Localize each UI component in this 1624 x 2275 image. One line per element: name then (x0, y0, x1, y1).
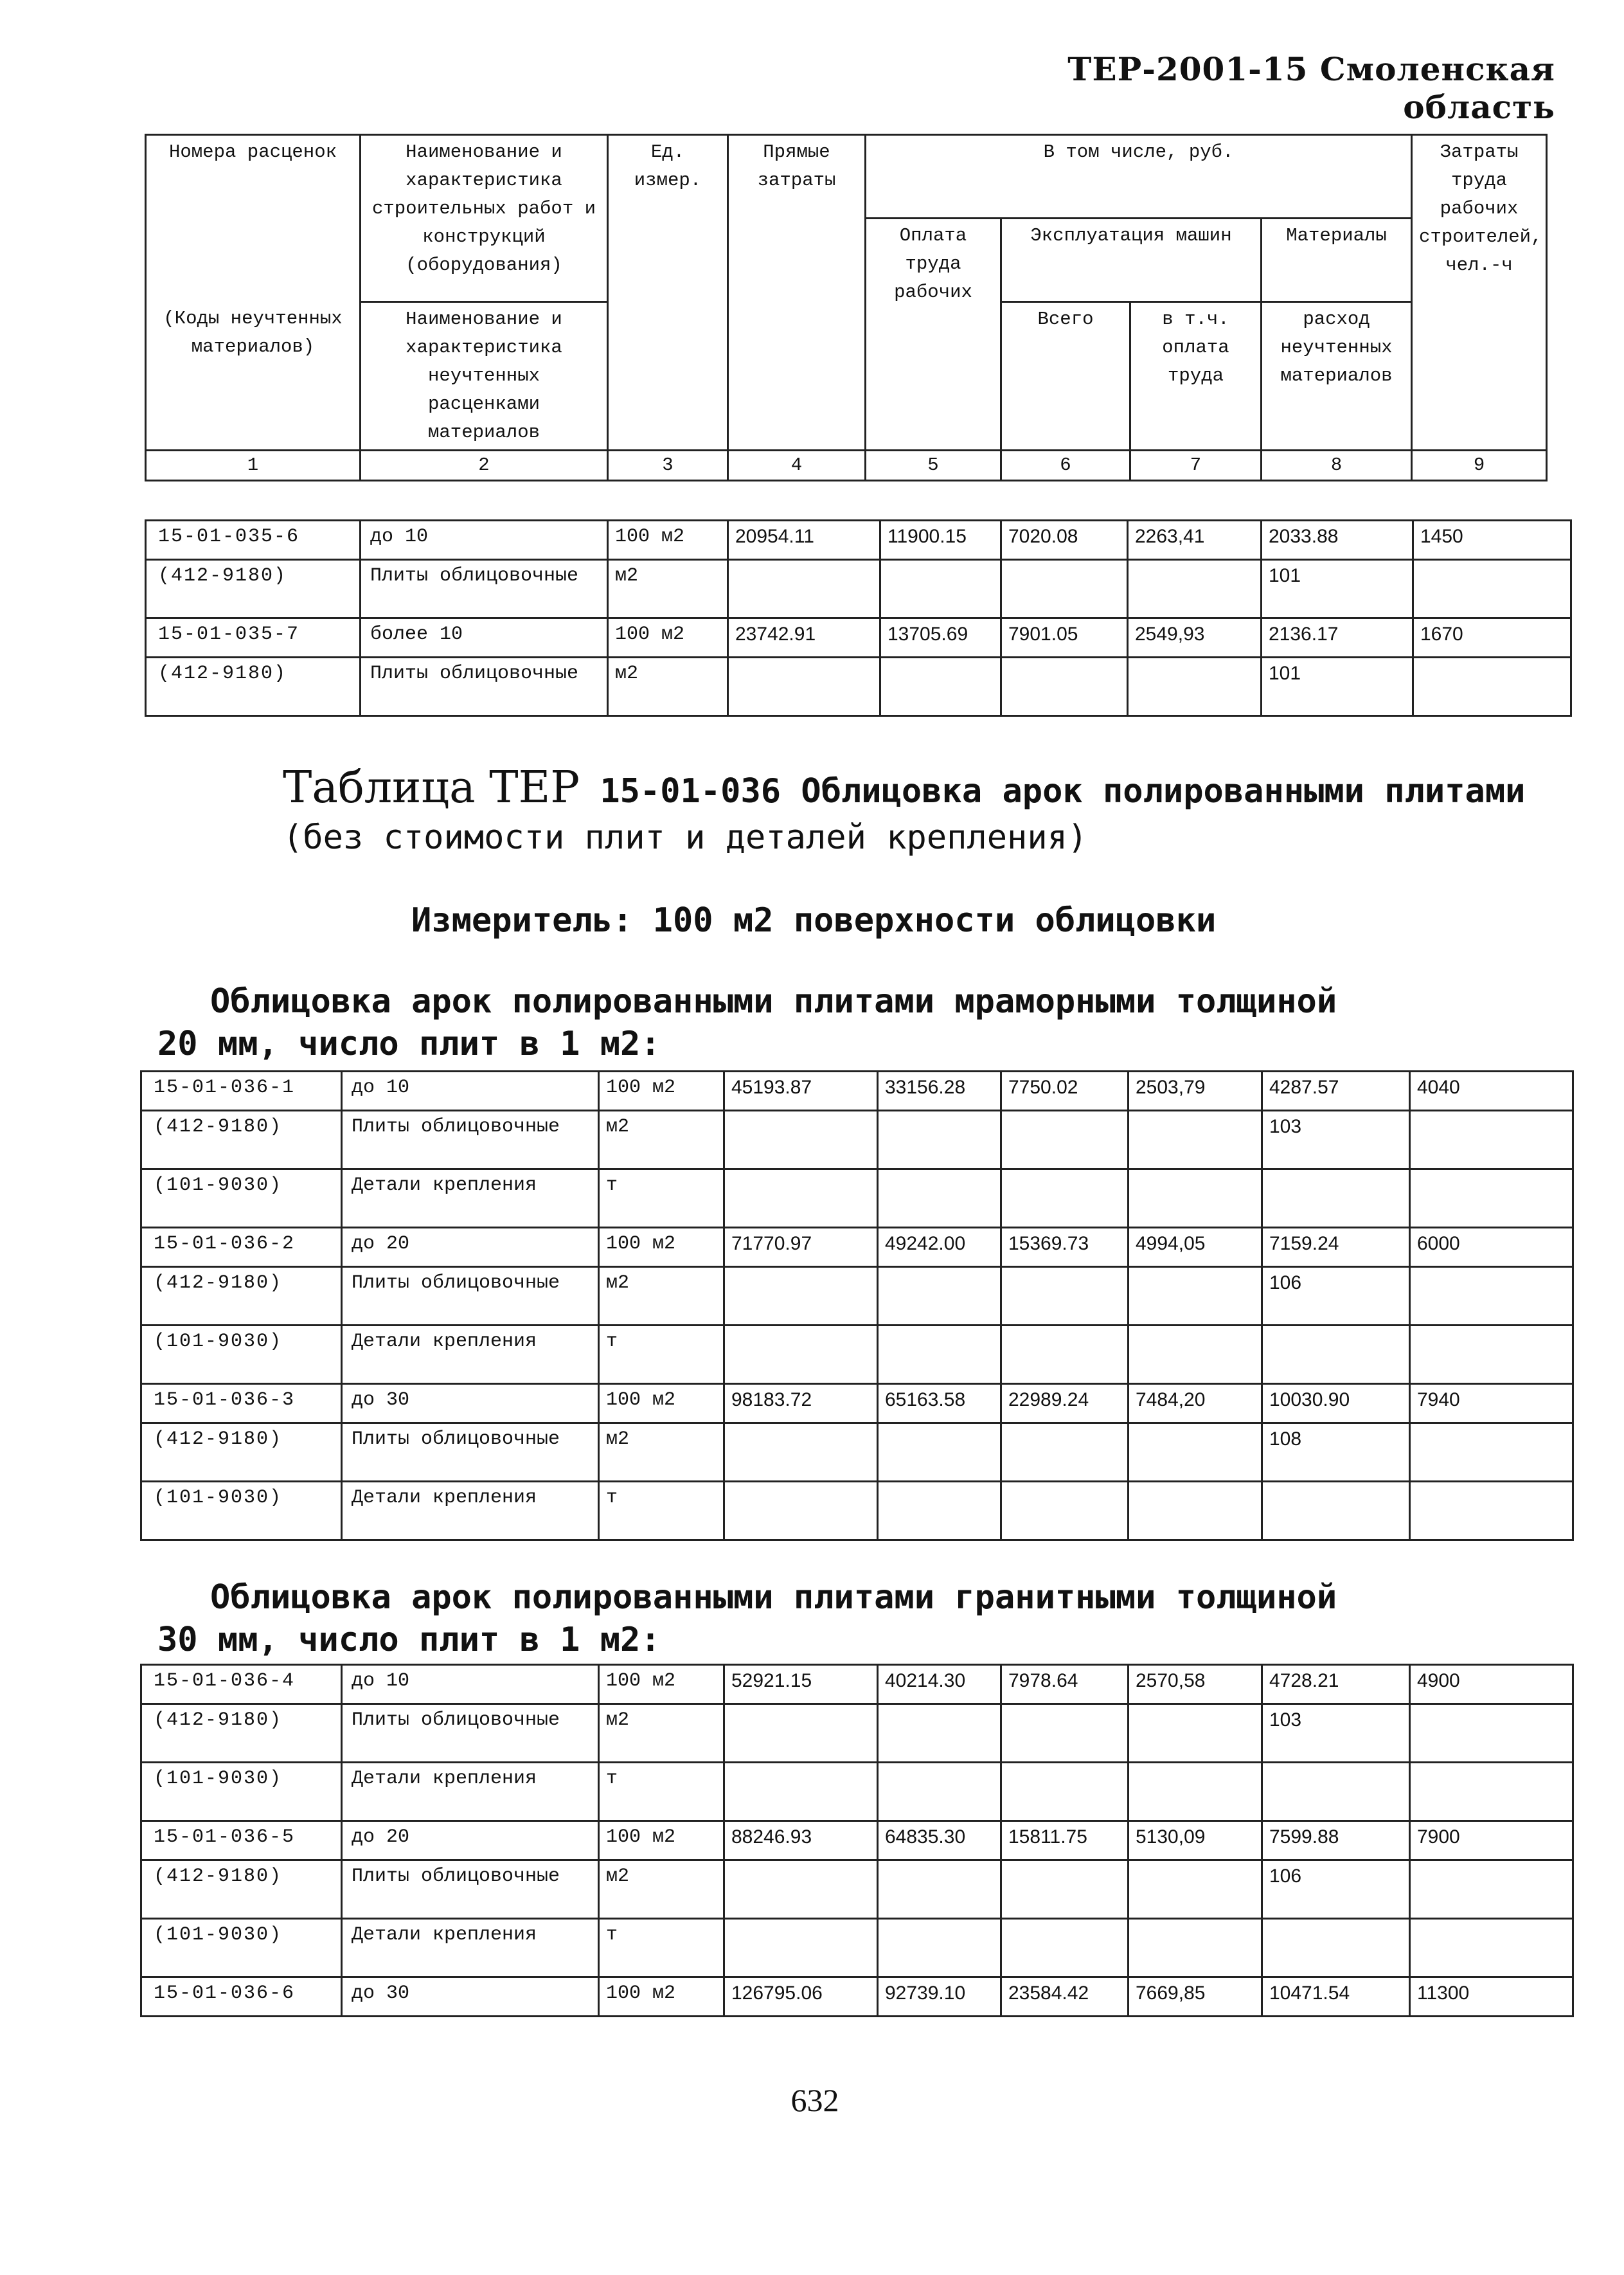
cell-labor: 4040 (1410, 1072, 1573, 1111)
cell-unit: м2 (599, 1704, 724, 1763)
cell-mach-wages (1129, 1704, 1262, 1763)
material-row (141, 1919, 1573, 1977)
cell-code: 15-01-036-4 (141, 1665, 342, 1704)
cell-code: (101-9030) (141, 1763, 342, 1821)
cell-name: Плиты облицовочные (342, 1423, 599, 1482)
cell-machines (1001, 1860, 1129, 1919)
cell-machines (1001, 658, 1128, 716)
cell-labor (1410, 1423, 1573, 1482)
cell-name: Плиты облицовочные (342, 1267, 599, 1326)
table-title-lead: Таблица ТЕР (283, 762, 580, 813)
cell-direct (724, 1267, 878, 1326)
cell-labor (1410, 1482, 1573, 1540)
cell-mach-wages (1129, 1111, 1262, 1169)
cell-unit: т (599, 1919, 724, 1977)
column-number: 8 (1262, 451, 1412, 481)
cell-unit: т (599, 1326, 724, 1384)
cell-direct (724, 1169, 878, 1228)
cell-name: до 20 (342, 1821, 599, 1860)
cell-materials: 106 (1262, 1267, 1410, 1326)
section-1-title-line-1: Облицовка арок полированными плитами мраморными толщиной (210, 982, 1337, 1021)
cell-unit: м2 (599, 1860, 724, 1919)
cell-direct (724, 1860, 878, 1919)
cell-wages: 11900.15 (880, 521, 1001, 560)
cell-labor (1410, 1763, 1573, 1821)
cell-direct (724, 1704, 878, 1763)
cell-machines: 15811.75 (1001, 1821, 1129, 1860)
cell-mach-wages (1128, 560, 1262, 618)
cell-wages (880, 658, 1001, 716)
cell-direct: 20954.11 (728, 521, 880, 560)
rate-row (141, 1821, 1573, 1860)
cell-wages (878, 1763, 1001, 1821)
cell-wages (878, 1860, 1001, 1919)
cell-mach-wages: 2263,41 (1128, 521, 1262, 560)
cell-unit: 100 м2 (599, 1665, 724, 1704)
cell-code: (412-9180) (146, 560, 361, 618)
cell-labor (1410, 1326, 1573, 1384)
cell-labor (1410, 1169, 1573, 1228)
rate-row (146, 521, 1571, 560)
cell-mach-wages (1129, 1326, 1262, 1384)
cell-name: Плиты облицовочные (342, 1704, 599, 1763)
cell-machines: 22989.24 (1001, 1384, 1129, 1423)
cell-machines (1001, 1326, 1129, 1384)
cell-wages (878, 1482, 1001, 1540)
measure-unit: Измеритель: 100 м2 поверхности облицовки (411, 901, 1217, 940)
cell-code: 15-01-036-1 (141, 1072, 342, 1111)
cell-direct (724, 1482, 878, 1540)
cell-labor: 7900 (1410, 1821, 1573, 1860)
cell-materials: 4728.21 (1262, 1665, 1410, 1704)
cell-materials: 4287.57 (1262, 1072, 1410, 1111)
cell-labor (1410, 1860, 1573, 1919)
cell-code: (101-9030) (141, 1482, 342, 1540)
cell-direct: 98183.72 (724, 1384, 878, 1423)
table-title-note: (без стоимости плит и деталей крепления) (283, 818, 1088, 857)
cell-materials (1262, 1763, 1410, 1821)
cell-mach-wages: 2549,93 (1128, 618, 1262, 658)
cell-unit: 100 м2 (608, 618, 728, 658)
column-number: 2 (361, 451, 608, 481)
cell-machines: 7901.05 (1001, 618, 1128, 658)
header-including: В том числе, руб. (866, 135, 1412, 219)
column-number: 6 (1001, 451, 1130, 481)
cell-machines (1001, 1267, 1129, 1326)
header-spacer (146, 219, 361, 302)
cell-wages (878, 1111, 1001, 1169)
cell-code: (101-9030) (141, 1326, 342, 1384)
cell-name: до 10 (342, 1665, 599, 1704)
cell-labor: 11300 (1410, 1977, 1573, 2017)
cell-labor (1410, 1919, 1573, 1977)
cell-labor: 4900 (1410, 1665, 1573, 1704)
cell-unit: 100 м2 (599, 1228, 724, 1267)
cell-mach-wages: 7669,85 (1129, 1977, 1262, 2017)
section-1-title-line-2: 20 мм, число плит в 1 м2: (157, 1025, 661, 1063)
cell-direct: 23742.91 (728, 618, 880, 658)
cell-mach-wages: 2570,58 (1129, 1665, 1262, 1704)
header-machines: Эксплуатация машин (1001, 219, 1262, 302)
header-labor-costs: Затраты труда рабочих строителей, чел.-ч (1412, 135, 1547, 451)
cell-materials: 106 (1262, 1860, 1410, 1919)
cell-direct: 71770.97 (724, 1228, 878, 1267)
cell-machines: 15369.73 (1001, 1228, 1129, 1267)
cell-code: (412-9180) (146, 658, 361, 716)
cell-machines (1001, 1111, 1129, 1169)
header-name: Наименование и характеристика строительных работ и конструкций (оборудования) (361, 135, 608, 302)
cell-name: Детали крепления (342, 1919, 599, 1977)
cell-direct (724, 1111, 878, 1169)
cell-name: до 30 (342, 1977, 599, 2017)
cell-code: (412-9180) (141, 1860, 342, 1919)
cell-name: Детали крепления (342, 1763, 599, 1821)
cell-code: (412-9180) (141, 1111, 342, 1169)
cell-direct: 126795.06 (724, 1977, 878, 2017)
cell-materials: 2033.88 (1262, 521, 1413, 560)
cell-name: до 10 (342, 1072, 599, 1111)
cell-materials: 7599.88 (1262, 1821, 1410, 1860)
material-row (141, 1763, 1573, 1821)
section-2-table (140, 1664, 1574, 2017)
cell-name: Плиты облицовочные (342, 1111, 599, 1169)
material-row (141, 1326, 1573, 1384)
cell-code: 15-01-036-2 (141, 1228, 342, 1267)
cell-labor (1410, 1267, 1573, 1326)
cell-materials: 10471.54 (1262, 1977, 1410, 2017)
cell-wages: 33156.28 (878, 1072, 1001, 1111)
section-2-title (157, 1576, 1571, 1661)
cell-name: Плиты облицовочные (361, 560, 608, 618)
column-number: 1 (146, 451, 361, 481)
cell-name: Детали крепления (342, 1326, 599, 1384)
cell-code: 15-01-036-6 (141, 1977, 342, 2017)
cell-wages: 64835.30 (878, 1821, 1001, 1860)
material-row (141, 1482, 1573, 1540)
cell-wages (878, 1267, 1001, 1326)
cell-code: 15-01-035-6 (146, 521, 361, 560)
cell-code: (101-9030) (141, 1919, 342, 1977)
section-1-title (157, 980, 1571, 1065)
section-2-title-line-1: Облицовка арок полированными плитами гранитными толщиной (210, 1578, 1337, 1617)
material-row (141, 1267, 1573, 1326)
material-row (141, 1704, 1573, 1763)
rate-row (146, 618, 1571, 658)
cell-wages (880, 560, 1001, 618)
cell-wages: 40214.30 (878, 1665, 1001, 1704)
cell-wages (878, 1704, 1001, 1763)
cell-unit: 100 м2 (599, 1072, 724, 1111)
header-wages: Оплата труда рабочих (866, 219, 1001, 451)
cell-unit: м2 (599, 1267, 724, 1326)
cell-unit: т (599, 1482, 724, 1540)
cell-machines: 23584.42 (1001, 1977, 1129, 2017)
cell-unit: м2 (599, 1423, 724, 1482)
cell-name: Детали крепления (342, 1169, 599, 1228)
cell-name: Детали крепления (342, 1482, 599, 1540)
column-number: 7 (1130, 451, 1262, 481)
cell-mach-wages (1129, 1169, 1262, 1228)
cell-wages (878, 1919, 1001, 1977)
cell-mach-wages (1129, 1482, 1262, 1540)
cell-unit: 100 м2 (599, 1384, 724, 1423)
rate-row (141, 1228, 1573, 1267)
page-number: 632 (790, 2082, 839, 2118)
cell-wages (878, 1326, 1001, 1384)
cell-direct (728, 658, 880, 716)
cell-name: до 30 (342, 1384, 599, 1423)
column-header-table (145, 134, 1548, 481)
cell-machines (1001, 1482, 1129, 1540)
rate-row (141, 1977, 1573, 2017)
cell-name: Плиты облицовочные (342, 1860, 599, 1919)
cell-materials: 101 (1262, 560, 1413, 618)
rate-row (141, 1384, 1573, 1423)
column-number: 5 (866, 451, 1001, 481)
cell-unit: 100 м2 (608, 521, 728, 560)
cell-labor: 7940 (1410, 1384, 1573, 1423)
cell-wages (878, 1423, 1001, 1482)
cell-mach-wages (1129, 1267, 1262, 1326)
column-number: 4 (728, 451, 866, 481)
header-codes: (Коды неучтенных материалов) (146, 302, 361, 451)
section-1-table (140, 1070, 1574, 1541)
header-material-name: Наименование и характеристика неучтенных расценками материалов (361, 302, 608, 451)
cell-materials: 10030.90 (1262, 1384, 1410, 1423)
cell-labor (1413, 560, 1571, 618)
column-number: 9 (1412, 451, 1547, 481)
cell-direct (724, 1423, 878, 1482)
cell-machines (1001, 1763, 1129, 1821)
cell-direct (724, 1763, 878, 1821)
cell-direct (724, 1919, 878, 1977)
cell-wages: 13705.69 (880, 618, 1001, 658)
cell-mach-wages: 4994,05 (1129, 1228, 1262, 1267)
cell-labor: 1670 (1413, 618, 1571, 658)
cell-labor (1413, 658, 1571, 716)
table-title-code: 15-01-036 (600, 772, 781, 811)
page-header-title: ТЕР-2001-15 Смоленская область (1067, 50, 1555, 126)
material-row (146, 560, 1571, 618)
cell-direct: 45193.87 (724, 1072, 878, 1111)
cell-direct: 52921.15 (724, 1665, 878, 1704)
cell-labor: 1450 (1413, 521, 1571, 560)
cell-mach-wages (1129, 1919, 1262, 1977)
header-rate-no: Номера расценок (146, 135, 361, 219)
material-row (141, 1423, 1573, 1482)
cell-unit: м2 (599, 1111, 724, 1169)
cell-wages (878, 1169, 1001, 1228)
rate-row (141, 1665, 1573, 1704)
cell-name: более 10 (361, 618, 608, 658)
cell-materials (1262, 1482, 1410, 1540)
cell-code: 15-01-036-5 (141, 1821, 342, 1860)
cell-machines (1001, 1704, 1129, 1763)
cell-code: 15-01-036-3 (141, 1384, 342, 1423)
cell-direct (728, 560, 880, 618)
cell-wages: 65163.58 (878, 1384, 1001, 1423)
cell-machines (1001, 1169, 1129, 1228)
cell-direct: 88246.93 (724, 1821, 878, 1860)
cell-machines (1001, 1919, 1129, 1977)
cell-mach-wages: 7484,20 (1129, 1384, 1262, 1423)
header-material-usage: расход неучтенных материалов (1262, 302, 1412, 451)
rate-row (141, 1072, 1573, 1111)
cell-machines: 7020.08 (1001, 521, 1128, 560)
cell-materials: 103 (1262, 1704, 1410, 1763)
cell-machines (1001, 1423, 1129, 1482)
cell-labor: 6000 (1410, 1228, 1573, 1267)
cell-materials: 7159.24 (1262, 1228, 1410, 1267)
cell-materials (1262, 1326, 1410, 1384)
cell-unit: т (599, 1169, 724, 1228)
cell-name: Плиты облицовочные (361, 658, 608, 716)
cell-code: (101-9030) (141, 1169, 342, 1228)
cell-mach-wages (1129, 1860, 1262, 1919)
cell-code: 15-01-035-7 (146, 618, 361, 658)
material-row (141, 1169, 1573, 1228)
material-row (141, 1111, 1573, 1169)
cell-materials: 2136.17 (1262, 618, 1413, 658)
cell-machines (1001, 560, 1128, 618)
cell-unit: 100 м2 (599, 1821, 724, 1860)
header-machines-wages: в т.ч. оплата труда (1130, 302, 1262, 451)
cell-code: (412-9180) (141, 1267, 342, 1326)
cell-wages: 92739.10 (878, 1977, 1001, 2017)
header-materials: Материалы (1262, 219, 1412, 302)
cell-code: (412-9180) (141, 1423, 342, 1482)
cell-mach-wages: 5130,09 (1129, 1821, 1262, 1860)
header-machines-total: Всего (1001, 302, 1130, 451)
cell-labor (1410, 1111, 1573, 1169)
cell-mach-wages: 2503,79 (1129, 1072, 1262, 1111)
material-row (146, 658, 1571, 716)
cell-mach-wages (1129, 1423, 1262, 1482)
cell-materials (1262, 1169, 1410, 1228)
table-title (283, 762, 1555, 861)
cell-unit: т (599, 1763, 724, 1821)
cell-materials: 108 (1262, 1423, 1410, 1482)
cell-machines: 7978.64 (1001, 1665, 1129, 1704)
cell-materials (1262, 1919, 1410, 1977)
cell-unit: м2 (608, 560, 728, 618)
material-row (141, 1860, 1573, 1919)
cell-materials: 101 (1262, 658, 1413, 716)
cell-mach-wages (1128, 658, 1262, 716)
cell-unit: 100 м2 (599, 1977, 724, 2017)
table-title-main: Облицовка арок полированными плитами (801, 772, 1526, 811)
cell-name: до 20 (342, 1228, 599, 1267)
cell-wages: 49242.00 (878, 1228, 1001, 1267)
cell-materials: 103 (1262, 1111, 1410, 1169)
section-2-title-line-2: 30 мм, число плит в 1 м2: (157, 1621, 661, 1659)
cell-machines: 7750.02 (1001, 1072, 1129, 1111)
column-number: 3 (608, 451, 728, 481)
cell-name: до 10 (361, 521, 608, 560)
cell-code: (412-9180) (141, 1704, 342, 1763)
cell-labor (1410, 1704, 1573, 1763)
cell-mach-wages (1129, 1763, 1262, 1821)
prev-rates-table (145, 519, 1572, 717)
cell-unit: м2 (608, 658, 728, 716)
cell-direct (724, 1326, 878, 1384)
header-unit: Ед. измер. (608, 135, 728, 451)
header-direct-costs: Прямые затраты (728, 135, 866, 451)
